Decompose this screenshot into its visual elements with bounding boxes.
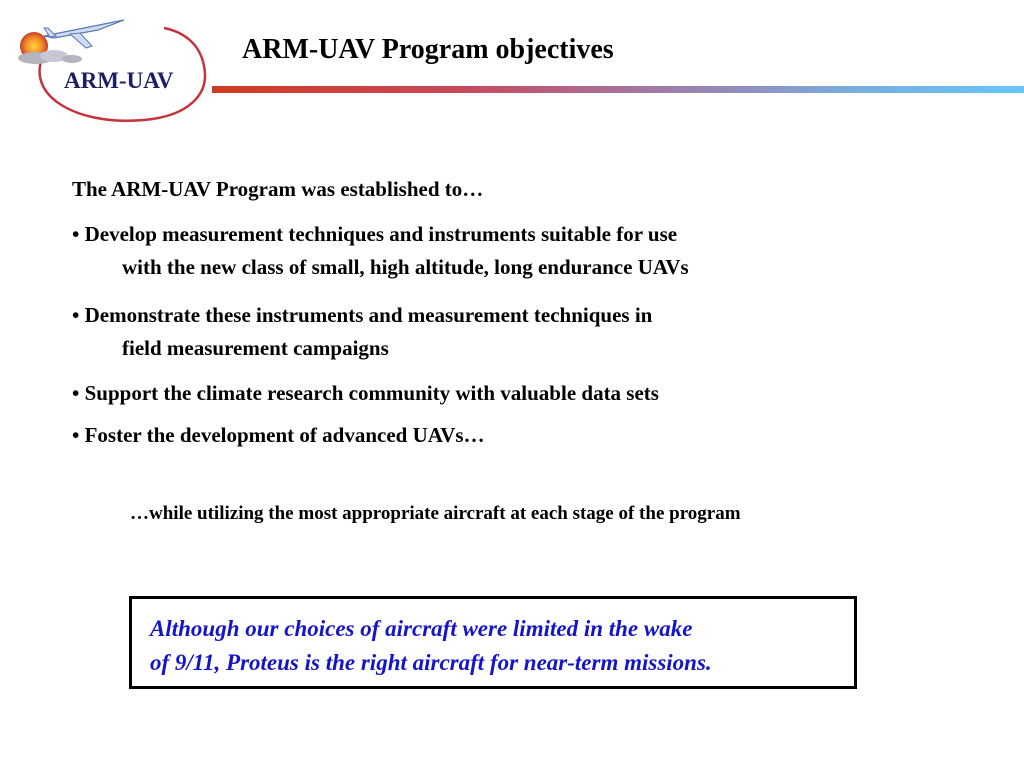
logo-text: ARM-UAV — [64, 68, 174, 93]
slide-body — [72, 176, 972, 464]
slide-title: ARM-UAV Program objectives — [242, 34, 614, 65]
title-rule — [212, 86, 1024, 93]
bullet-support-line1: • Support the climate research community with valuable data sets — [72, 381, 659, 405]
bullet-demonstrate — [72, 299, 972, 365]
callout-line1: Although our choices of aircraft were limited in the wake — [150, 616, 693, 641]
bullet-demonstrate-line1: • Demonstrate these instruments and measurement techniques in — [72, 303, 653, 327]
callout-line2: of 9/11, Proteus is the right aircraft for near-term missions. — [150, 650, 712, 675]
bullet-demonstrate-line2: field measurement campaigns — [122, 336, 389, 360]
bullet-develop — [72, 218, 972, 284]
bullet-support — [72, 380, 972, 406]
bullet-develop-line1: • Develop measurement techniques and instruments suitable for use — [72, 222, 678, 246]
uav-plane-icon — [44, 20, 124, 48]
logo-graphic — [14, 14, 210, 126]
callout-box — [129, 596, 857, 689]
aircraft-note: …while utilizing the most appropriate aircraft at each stage of the program — [130, 503, 741, 524]
bullet-foster-line1: • Foster the development of advanced UAVs… — [72, 423, 485, 447]
bullet-foster — [72, 422, 972, 448]
arm-uav-logo — [14, 14, 210, 126]
intro-text: The ARM-UAV Program was established to… — [72, 177, 484, 201]
bullet-develop-line2: with the new class of small, high altitude, long endurance UAVs — [122, 255, 689, 279]
